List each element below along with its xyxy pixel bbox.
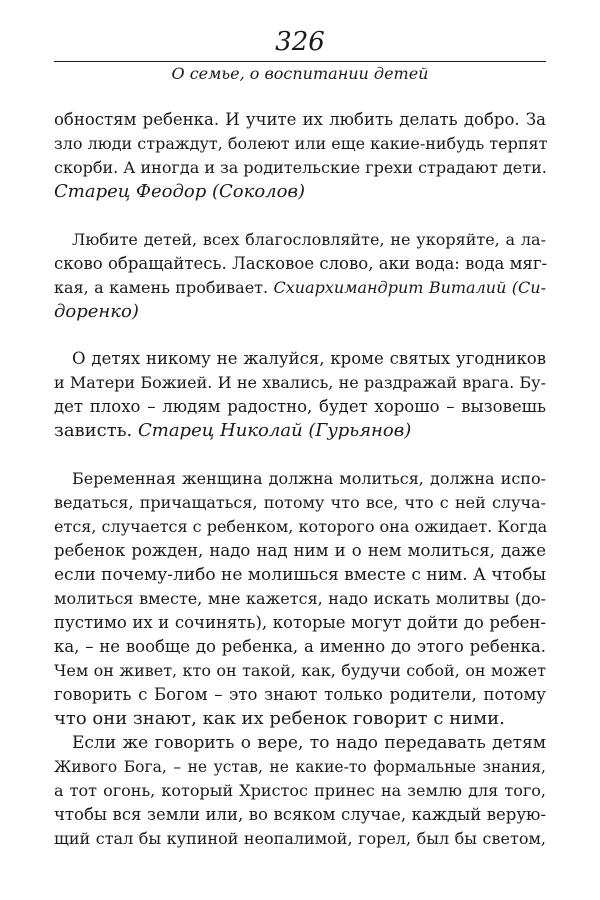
text-line: Любите детей, всех благословляйте, не укоряйте, а ла- [72, 230, 546, 249]
text-line: Беременная женщина должна молиться, должна испо- [72, 469, 546, 488]
text-line: скорби. А иногда и за родительские грехи страдают дети. [54, 158, 547, 177]
text-line: Живого Бога, – не устав, не какие-то формальные знания, [54, 758, 546, 776]
text-line: ребенок рожден, надо над ним и о нем молиться, даже [54, 541, 546, 560]
text-line: обностям ребенка. И учите их любить делать добро. За [54, 110, 546, 129]
text-line: Если же говорить о вере, то надо передавать детям [72, 733, 546, 753]
text-line [54, 276, 546, 300]
text-line: пустимо их и сочинять), которые могут дойти до ребен- [54, 613, 546, 632]
attribution: Старец Николай (Гурьянов) [137, 420, 412, 441]
text-line: ведаться, причащаться, потому что все, что с ней случа- [54, 493, 546, 512]
text-line: говорить с Богом – это знают только родители, потому [54, 685, 546, 704]
attribution: Схиархимандрит Виталий (Си- [273, 278, 546, 297]
attribution: доренко) [54, 301, 139, 322]
text-line: О детях никому не жалуйся, кроме святых угодников [72, 349, 546, 368]
header-rule [54, 61, 546, 62]
text-line: щий стал бы купиной неопалимой, горел, был бы светом, [54, 829, 546, 848]
text-line: Чем он живет, кто он такой, как, будучи собой, он может [54, 661, 546, 680]
text-line: ка, – не вообще до ребенка, а именно до этого ребенка. [54, 637, 546, 656]
attribution: Старец Феодор (Соколов) [54, 181, 305, 202]
text-line: молиться вместе, мне кажется, надо искать молитвы (до- [54, 589, 546, 608]
text-line: ется, случается с ребенком, которого она ожидает. Когда [54, 517, 548, 536]
text-segment: кая, а камень пробивает. [54, 278, 269, 297]
text-line: а тот огонь, который Христос принес на землю для того, [54, 781, 546, 800]
text-line: если почему-либо не молишься вместе с ним. А чтобы [54, 565, 546, 585]
text-segment: зависть. [54, 420, 133, 441]
running-title: О семье, о воспитании детей [171, 64, 429, 83]
page-number: 326 [275, 27, 325, 57]
text-line: зло люди страждут, болеют или еще какие-нибудь терпят [54, 134, 548, 153]
text-line: чтобы вся земли или, во всяком случае, каждый верую- [54, 805, 546, 824]
text-line: что они знают, как их ребенок говорит с ними. [54, 708, 505, 729]
text-line: дет плохо – людям радостно, будет хорошо – вызовешь [54, 397, 546, 416]
text-line: сково обращайтесь. Ласковое слово, аки вода: вода мяг- [54, 254, 548, 273]
text-line [54, 419, 546, 443]
text-line: и Матери Божией. И не хвались, не раздражай врага. Бу- [54, 373, 546, 392]
